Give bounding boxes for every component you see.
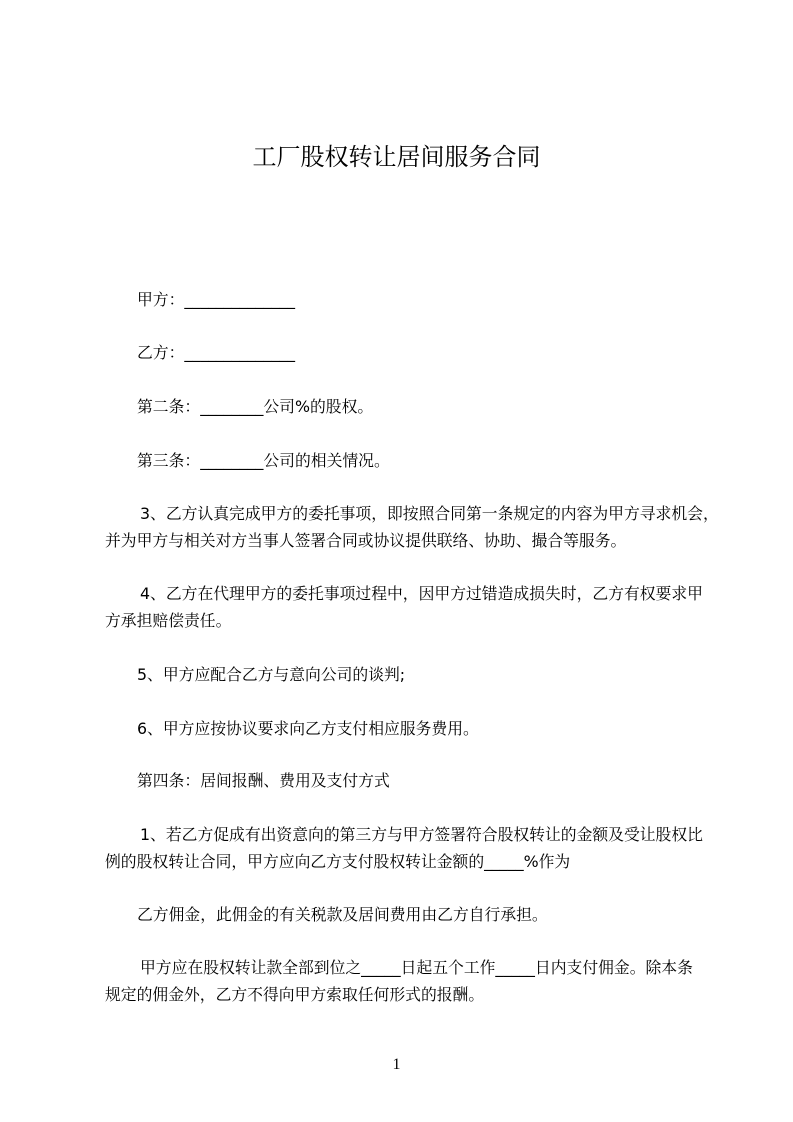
paragraph-line: 例的股权转让合同，甲方应向乙方支付股权转让金额的_____%作为 — [105, 852, 571, 871]
article-3-paragraph — [105, 447, 725, 474]
party-b-line — [105, 339, 725, 366]
clause-6-paragraph — [105, 715, 725, 742]
article-4-heading — [105, 767, 725, 794]
clause-4-paragraph — [105, 580, 725, 634]
commission-paragraph — [105, 901, 725, 928]
clause-3-paragraph — [105, 500, 725, 554]
paragraph-line: 甲方：______________ — [137, 290, 295, 309]
party-a-line — [105, 286, 725, 313]
paragraph-line: 4、乙方在代理甲方的委托事项过程中，因甲方过错造成损失时，乙方有权要求甲 — [140, 584, 703, 603]
article-4-clause-1-paragraph — [105, 821, 725, 875]
article-2-paragraph — [105, 393, 725, 420]
paragraph-line: 3、乙方认真完成甲方的委托事项，即按照合同第一条规定的内容为甲方寻求机会， — [140, 504, 719, 523]
document-title: 工厂股权转让居间服务合同 — [252, 143, 541, 171]
paragraph-line: 第二条：________公司%的股权。 — [137, 397, 374, 416]
payment-terms-paragraph — [105, 954, 725, 1008]
paragraph-line: 规定的佣金外，乙方不得向甲方索取任何形式的报酬。 — [105, 985, 485, 1004]
page-number: 1 — [392, 1056, 401, 1073]
clause-5-paragraph — [105, 661, 725, 688]
paragraph-line: 甲方应在股权转让款全部到位之_____日起五个工作_____日内支付佣金。除本条 — [140, 958, 693, 977]
paragraph-line: 第四条：居间报酬、费用及支付方式 — [137, 771, 390, 790]
paragraph-line: 6、甲方应按协议要求向乙方支付相应服务费用。 — [137, 719, 479, 738]
paragraph-line: 第三条：________公司的相关情况。 — [137, 451, 390, 470]
paragraph-line: 乙方：______________ — [137, 343, 295, 362]
paragraph-line: 1、若乙方促成有出资意向的第三方与甲方签署符合股权转让的金额及受让股权比 — [140, 825, 703, 844]
paragraph-line: 5、甲方应配合乙方与意向公司的谈判; — [137, 665, 406, 684]
paragraph-line: 乙方佣金，此佣金的有关税款及居间费用由乙方自行承担。 — [137, 905, 548, 924]
paragraph-line: 方承担赔偿责任。 — [105, 611, 232, 630]
paragraph-line: 并为甲方与相关对方当事人签署合同或协议提供联络、协助、撮合等服务。 — [105, 531, 627, 550]
